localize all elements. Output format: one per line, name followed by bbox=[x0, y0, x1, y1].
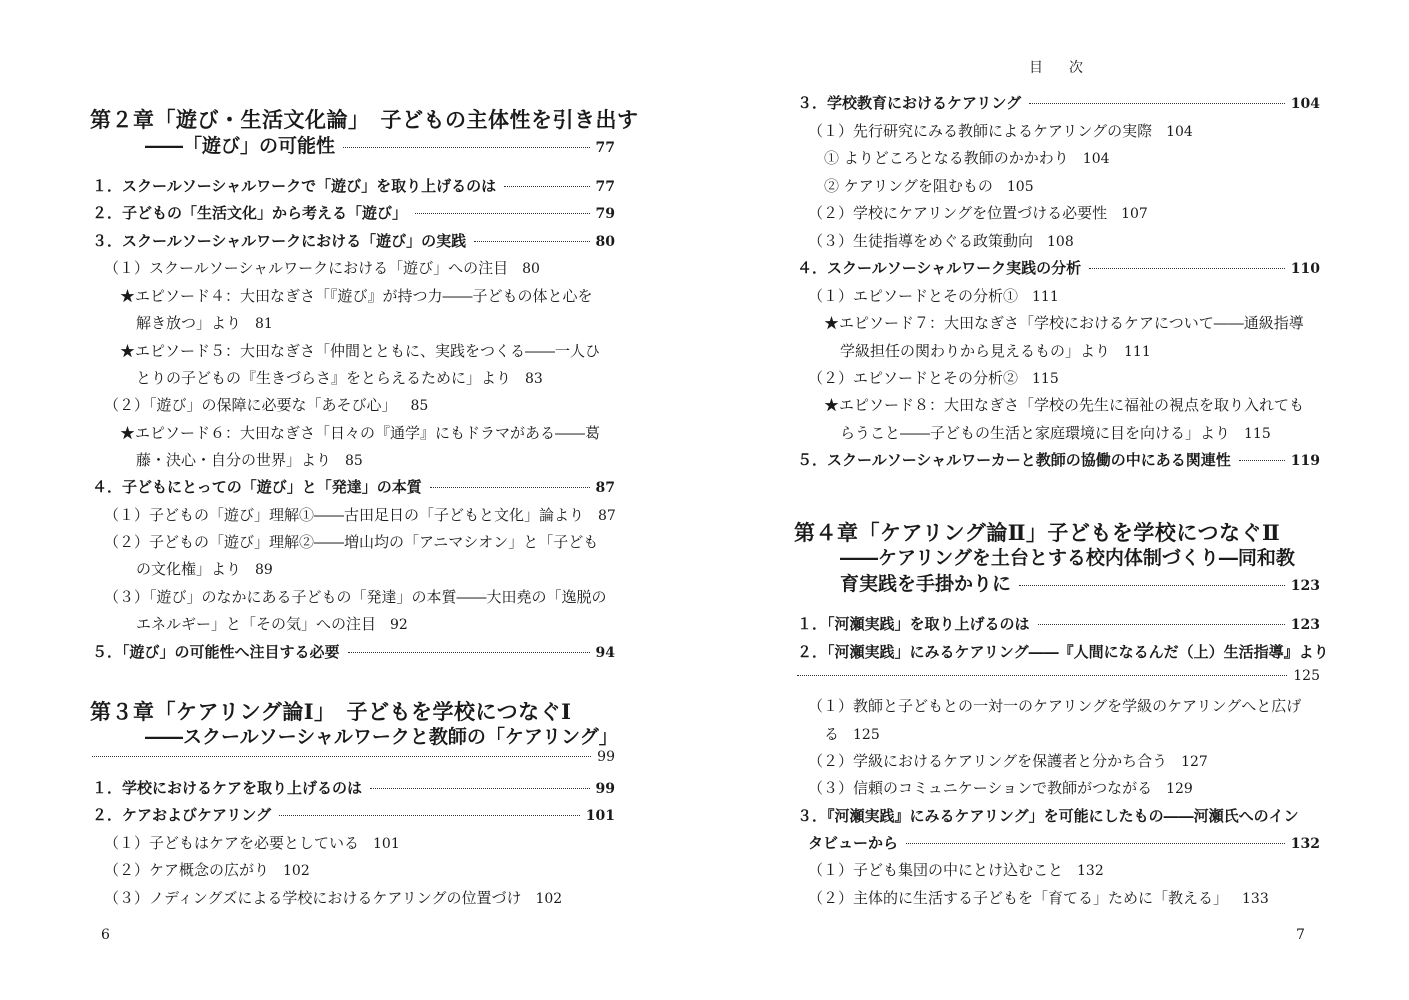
episode-entry-cont: 学級担任の関わりから見えるもの」より 111 bbox=[840, 342, 1151, 360]
toc-entry: ４．子どもにとっての「遊び」と「発達」の本質 87 bbox=[92, 478, 615, 496]
running-head: 目次 bbox=[1029, 60, 1109, 76]
episode-entry-cont: とりの子どもの『生きづらさ』をとらえるために」より 83 bbox=[136, 369, 543, 387]
toc-subentry: （３）生徒指導をめぐる政策動向 108 bbox=[808, 232, 1074, 250]
toc-subentry: （１）子ども集団の中にとけ込むこと 132 bbox=[808, 861, 1104, 879]
toc-entry: ５．「遊び」の可能性へ注目する必要 94 bbox=[92, 643, 615, 661]
toc-subentry: （２）子どもの「遊び」理解②――増山均の「アニマシオン」と「子ども bbox=[104, 533, 599, 551]
toc-entry-page: 125 bbox=[797, 668, 1320, 684]
toc-subentry: （１）教師と子どもとの一対一のケアリングを学級のケアリングへと広げ bbox=[808, 697, 1302, 715]
episode-entry: ★エピソード７：大田なぎさ「学校におけるケアについて――通級指導 bbox=[824, 314, 1304, 332]
chapter-3-subtitle: ――スクールソーシャルワークと教師の「ケアリング」 bbox=[145, 726, 618, 748]
right-page bbox=[704, 0, 1409, 1000]
toc-subentry: （１）子どもはケアを必要としている 101 bbox=[104, 834, 400, 852]
toc-subentry-cont: エネルギー」と「その気」への注目 92 bbox=[136, 615, 408, 633]
episode-entry: ★エピソード４：大田なぎさ「『遊び』が持つ力――子どもの体と心を bbox=[120, 287, 593, 305]
episode-entry: ★エピソード５：大田なぎさ「仲間とともに、実践をつくる――一人ひ bbox=[120, 342, 601, 360]
toc-subentry: （２）「遊び」の保障に必要な「あそび心」 85 bbox=[104, 396, 429, 414]
toc-subentry: （３）信頼のコミュニケーションで教師がつながる 129 bbox=[808, 779, 1193, 797]
page-number: 6 bbox=[101, 927, 110, 943]
chapter-3-page: 99 bbox=[92, 749, 615, 765]
episode-entry-cont: 解き放つ」より 81 bbox=[136, 314, 273, 332]
chapter-2-subtitle: ――「遊び」の可能性 77 bbox=[145, 135, 615, 157]
toc-subentry: （２）学校にケアリングを位置づける必要性 107 bbox=[808, 204, 1148, 222]
toc-entry: ３．スクールソーシャルワークにおける「遊び」の実践 80 bbox=[92, 232, 615, 250]
toc-entry: ２．子どもの「生活文化」から考える「遊び」 79 bbox=[92, 204, 615, 222]
toc-subentry: （１）先行研究にみる教師によるケアリングの実際 104 bbox=[808, 122, 1193, 140]
toc-subentry: （３）「遊び」のなかにある子どもの「発達」の本質――大田堯の「逸脱の bbox=[104, 588, 607, 606]
toc-subentry: （１）子どもの「遊び」理解①――古田足日の「子どもと文化」論より 87 bbox=[104, 506, 616, 524]
chapter-2-title: 第２章「遊び・生活文化論」 子どもの主体性を引き出す bbox=[90, 107, 639, 132]
toc-entry: ３．学校教育におけるケアリング 104 bbox=[797, 94, 1320, 112]
chapter-3-title: 第３章「ケアリング論Ⅰ」 子どもを学校につなぐⅠ bbox=[90, 699, 572, 724]
toc-entry: ２．「河瀬実践」にみるケアリング――『人間になるんだ（上）生活指導』より bbox=[797, 643, 1329, 661]
page-number: 7 bbox=[1296, 927, 1305, 943]
toc-subentry: （２）学級におけるケアリングを保護者と分かち合う 127 bbox=[808, 752, 1208, 770]
toc-entry: ３．『河瀬実践』にみるケアリング」を可能にしたもの――河瀬氏へのイン bbox=[797, 807, 1299, 825]
toc-subsubentry: ② ケアリングを阻むもの 105 bbox=[824, 177, 1034, 195]
left-page bbox=[0, 0, 704, 1000]
toc-entry: １．「河瀬実践」を取り上げるのは 123 bbox=[797, 615, 1320, 633]
toc-subentry: （２）主体的に生活する子どもを「育てる」ために「教える」 133 bbox=[808, 889, 1269, 907]
toc-entry: ５．スクールソーシャルワーカーと教師の協働の中にある関連性 119 bbox=[797, 451, 1320, 469]
toc-entry: １．学校におけるケアを取り上げるのは 99 bbox=[92, 779, 615, 797]
episode-entry: ★エピソード６：大田なぎさ「日々の『通学』にもドラマがある――葛 bbox=[120, 424, 601, 442]
toc-subsubentry: ① よりどころとなる教師のかかわり 104 bbox=[824, 149, 1110, 167]
toc-subentry: （２）エピソードとその分析② 115 bbox=[808, 369, 1059, 387]
toc-entry: ４．スクールソーシャルワーク実践の分析 110 bbox=[797, 259, 1320, 277]
toc-entry: １．スクールソーシャルワークで「遊び」を取り上げるのは 77 bbox=[92, 177, 615, 195]
toc-subentry-cont: る 125 bbox=[824, 725, 880, 743]
toc-subentry: （１）エピソードとその分析① 111 bbox=[808, 287, 1059, 305]
toc-entry-cont: タビューから 132 bbox=[808, 834, 1320, 852]
toc-entry: ２．ケアおよびケアリング 101 bbox=[92, 806, 615, 824]
chapter-4-subtitle: ――ケアリングを土台とする校内体制づくり―同和教 bbox=[840, 547, 1295, 569]
toc-subentry: （２）ケア概念の広がり 102 bbox=[104, 861, 310, 879]
episode-entry: ★エピソード８：大田なぎさ「学校の先生に福祉の視点を取り入れても bbox=[824, 396, 1305, 414]
chapter-4-title: 第４章「ケアリング論Ⅱ」子どもを学校につなぐⅡ bbox=[794, 520, 1281, 545]
episode-entry-cont: らうこと――子どもの生活と家庭環境に目を向ける」より 115 bbox=[840, 424, 1271, 442]
toc-subentry: （３）ノディングズによる学校におけるケアリングの位置づけ 102 bbox=[104, 889, 563, 907]
chapter-4-subtitle-cont: 育実践を手掛かりに 123 bbox=[840, 573, 1320, 595]
toc-subentry: （１）スクールソーシャルワークにおける「遊び」への注目 80 bbox=[104, 259, 540, 277]
episode-entry-cont: 藤・決心・自分の世界」より 85 bbox=[136, 451, 363, 469]
toc-subentry-cont: の文化権」より 89 bbox=[136, 560, 273, 578]
